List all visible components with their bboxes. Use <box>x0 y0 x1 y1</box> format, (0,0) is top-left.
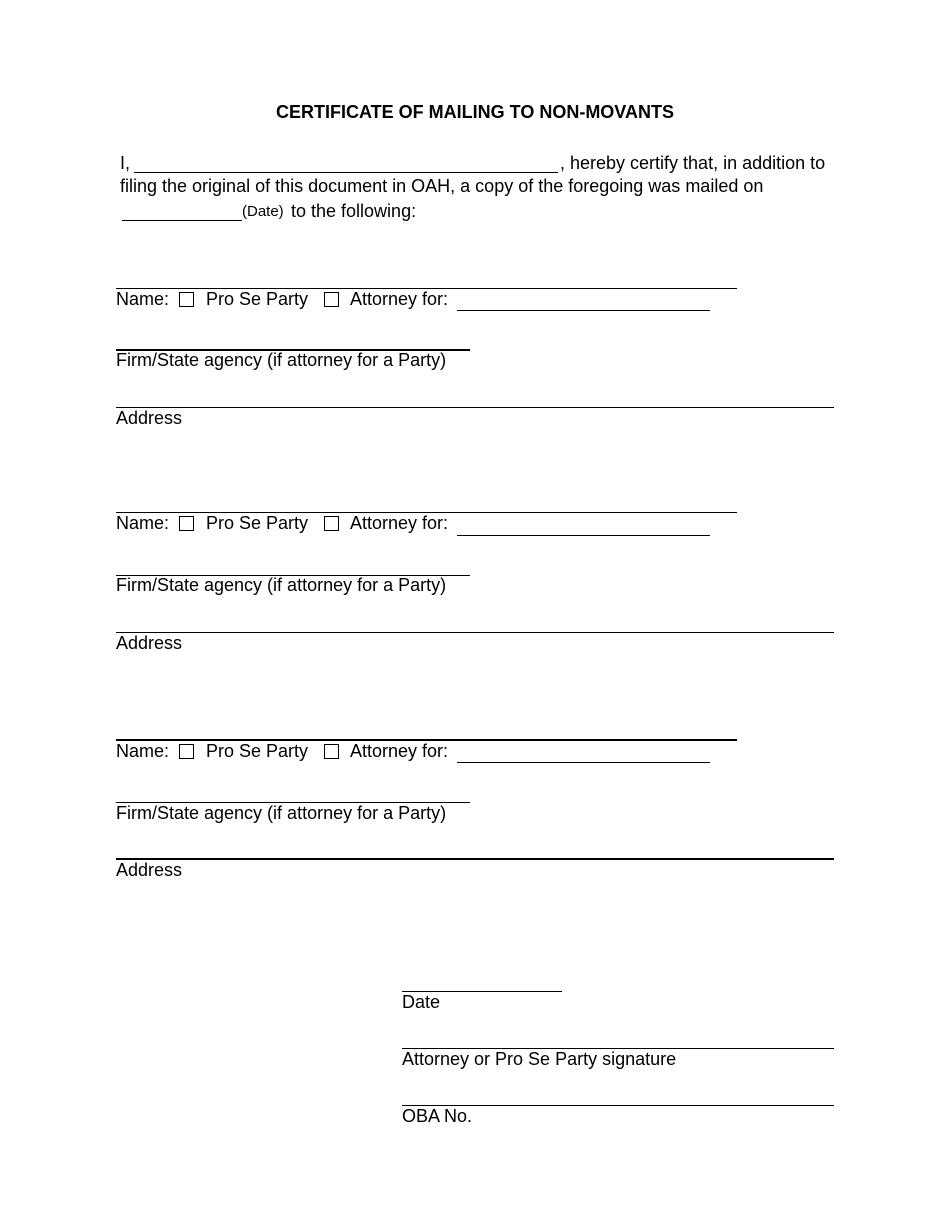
firm-label: Firm/State agency (if attorney for a Party) <box>116 803 447 823</box>
oba-number-label: OBA No. <box>402 1106 473 1126</box>
cert-line2: filing the original of this document in OAH, a copy of the foregoing was mailed on <box>120 176 764 196</box>
certifier-name-field[interactable] <box>134 172 558 173</box>
attorney-for-field[interactable] <box>457 762 710 763</box>
attorney-checkbox[interactable] <box>324 292 339 307</box>
address-field[interactable] <box>116 632 834 633</box>
date-hint: (Date) <box>242 203 284 220</box>
name-label: Name: <box>116 741 170 761</box>
attorney-for-label: Attorney for: <box>350 513 449 533</box>
pro-se-label: Pro Se Party <box>206 741 309 761</box>
attorney-for-label: Attorney for: <box>350 741 449 761</box>
pro-se-label: Pro Se Party <box>206 289 309 309</box>
address-field[interactable] <box>116 858 834 860</box>
attorney-checkbox[interactable] <box>324 744 339 759</box>
attorney-for-field[interactable] <box>457 535 710 536</box>
cert-line3-suffix: to the following: <box>291 201 417 221</box>
signature-date-label: Date <box>402 992 441 1012</box>
name-label: Name: <box>116 513 170 533</box>
name-label: Name: <box>116 289 170 309</box>
pro-se-checkbox[interactable] <box>179 292 194 307</box>
address-label: Address <box>116 860 183 880</box>
mailing-date-field[interactable] <box>122 220 242 221</box>
attorney-checkbox[interactable] <box>324 516 339 531</box>
signature-label: Attorney or Pro Se Party signature <box>402 1049 677 1069</box>
pro-se-label: Pro Se Party <box>206 513 309 533</box>
firm-label: Firm/State agency (if attorney for a Party) <box>116 575 447 595</box>
firm-label: Firm/State agency (if attorney for a Party) <box>116 350 447 370</box>
pro-se-checkbox[interactable] <box>179 744 194 759</box>
address-label: Address <box>116 633 183 653</box>
document-title: CERTIFICATE OF MAILING TO NON-MOVANTS <box>276 102 674 122</box>
cert-line1-suffix: , hereby certify that, in addition to <box>560 153 826 173</box>
cert-prefix: I, <box>120 153 131 173</box>
address-label: Address <box>116 408 183 428</box>
address-field[interactable] <box>116 407 834 408</box>
pro-se-checkbox[interactable] <box>179 516 194 531</box>
attorney-for-field[interactable] <box>457 310 710 311</box>
attorney-for-label: Attorney for: <box>350 289 449 309</box>
